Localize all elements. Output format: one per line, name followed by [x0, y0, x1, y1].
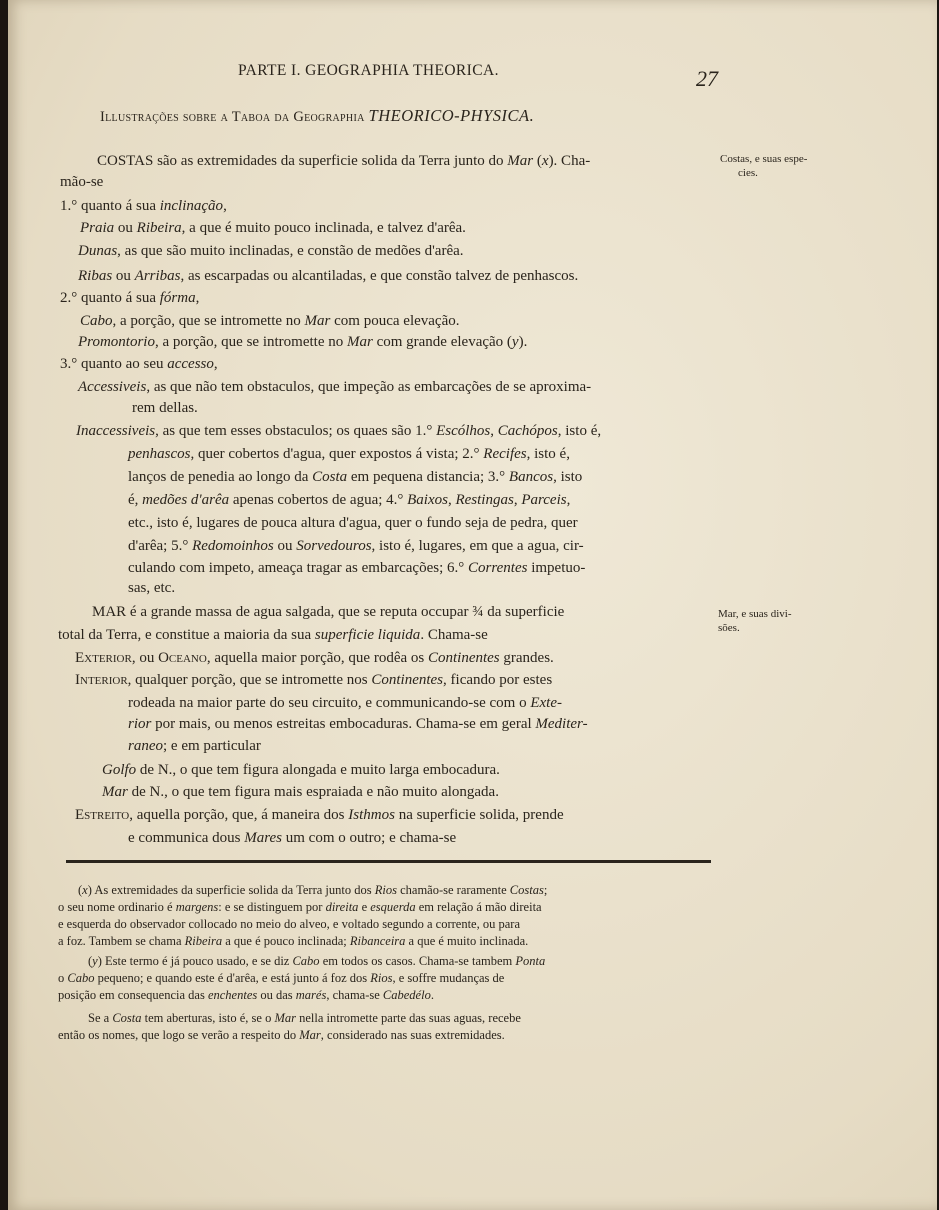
footnote-line: Se a Costa tem aberturas, isto é, se o Mar nella intromette parte das suas aguas, recebe	[88, 1011, 521, 1025]
footnote-line: a foz. Tambem se chama Ribeira a que é pouco inclinada; Ribanceira a que é muito inclinada.	[58, 934, 529, 948]
text-line: Dunas, as que são muito inclinadas, e constão de medões d'arêa.	[78, 243, 464, 259]
text-line: Mar de N., o que tem figura mais espraiada e não muito alongada.	[102, 784, 499, 800]
text-line: Ribas ou Arribas, as escarpadas ou alcantiladas, e que constão talvez de penhascos.	[78, 268, 579, 284]
text-line: e communica dous Mares um com o outro; e chama-se	[128, 830, 457, 846]
margin-note-costas-cont: cies.	[738, 167, 758, 179]
margin-note-costas: Costas, e suas espe-	[720, 153, 808, 165]
text-line: Praia ou Ribeira, a que é muito pouco inclinada, e talvez d'arêa.	[80, 220, 466, 236]
text-line: Promontorio, a porção, que se intromette no Mar com grande elevação (y).	[78, 334, 528, 350]
text-line: rior por mais, ou menos estreitas embocaduras. Chama-se em geral Mediter-	[128, 716, 588, 732]
text-line: Inaccessiveis, as que tem esses obstaculos; os quaes são 1.° Escólhos, Cachópos, isto é,	[76, 423, 602, 439]
text-line: sas, etc.	[128, 580, 176, 596]
footnote-line: então os nomes, que logo se verão a respeito do Mar, considerado nas suas extremidades.	[58, 1028, 505, 1042]
text-line: Accessiveis, as que não tem obstaculos, que impeção as embarcações de se aproxima-	[78, 379, 592, 395]
text-line: COSTAS são as extremidades da superficie solida da Terra junto do Mar (x). Cha-	[97, 153, 591, 169]
footnote-line: (x) As extremidades da superficie solida da Terra junto dos Rios chamão-se raramente Costas;	[78, 883, 548, 897]
footnote-rule	[66, 860, 711, 863]
footnote-line: (y) Este termo é já pouco usado, e se diz Cabo em todos os casos. Chama-se tambem Ponta	[88, 954, 546, 968]
text-line: Estreito, aquella porção, que, á maneira dos Isthmos na superficie solida, prende	[75, 807, 564, 823]
text-line: lanços de penedia ao longo da Costa em pequena distancia; 3.° Bancos, isto	[128, 469, 583, 485]
footnote-line: posição em consequencia das enchentes ou das marés, chama-se Cabedélo.	[58, 988, 434, 1002]
page-number: 27	[696, 66, 718, 91]
footnote-line: o Cabo pequeno; e quando este é d'arêa, e está junto á foz dos Rios, e soffre mudanças de	[58, 971, 505, 985]
text-line: d'arêa; 5.° Redomoinhos ou Sorvedouros, isto é, lugares, em que a agua, cir-	[128, 538, 584, 554]
text-line: rodeada na maior parte do seu circuito, e communicando-se com o Exte-	[128, 695, 562, 711]
text-line: total da Terra, e constitue a maioria da sua superficie liquida. Chama-se	[58, 627, 488, 643]
text-line: etc., isto é, lugares de pouca altura d'agua, quer o fundo seja de pedra, quer	[128, 515, 578, 531]
text-line: culando com impeto, ameaça tragar as embarcações; 6.° Correntes impetuo-	[128, 560, 586, 576]
text-line: 2.° quanto á sua fórma,	[60, 290, 200, 306]
text-line: Cabo, a porção, que se intromette no Mar com pouca elevação.	[80, 313, 460, 329]
text-line: rem dellas.	[132, 400, 198, 416]
text-line: 3.° quanto ao seu accesso,	[60, 356, 218, 372]
text-line: 1.° quanto á sua inclinação,	[60, 198, 227, 214]
book-page	[8, 0, 937, 1210]
text-line: penhascos, quer cobertos d'agua, quer expostos á vista; 2.° Recifes, isto é,	[128, 446, 570, 462]
text-line: é, medões d'arêa apenas cobertos de agua; 4.° Baixos, Restingas, Parceis,	[128, 492, 571, 508]
subtitle-lead: Illustrações sobre a Taboa da Geographia	[100, 109, 365, 125]
margin-note-mar-cont: sões.	[718, 622, 740, 634]
text-line: mão-se	[60, 174, 104, 190]
text-line: Interior, qualquer porção, que se intromette nos Continentes, ficando por estes	[75, 672, 553, 688]
footnote-line: e esquerda do observador collocado no meio do alveo, e voltado segundo a corrente, ou para	[58, 917, 520, 931]
running-title: PARTE I. GEOGRAPHIA THEORICA.	[238, 62, 499, 79]
subtitle-emphasis: THEORICO-PHYSICA.	[368, 106, 535, 125]
text-line: MAR é a grande massa de agua salgada, que se reputa occupar ¾ da superficie	[92, 604, 565, 620]
footnote-line: o seu nome ordinario é margens: e se distinguem por direita e esquerda em relação á mão direita	[58, 900, 542, 914]
text-line: Golfo de N., o que tem figura alongada e muito larga embocadura.	[102, 762, 500, 778]
text-line: raneo; e em particular	[128, 738, 261, 754]
margin-note-mar: Mar, e suas divi-	[718, 608, 792, 620]
text-line: Exterior, ou Oceano, aquella maior porção, que rodêa os Continentes grandes.	[75, 650, 554, 666]
section-subtitle	[100, 106, 534, 126]
